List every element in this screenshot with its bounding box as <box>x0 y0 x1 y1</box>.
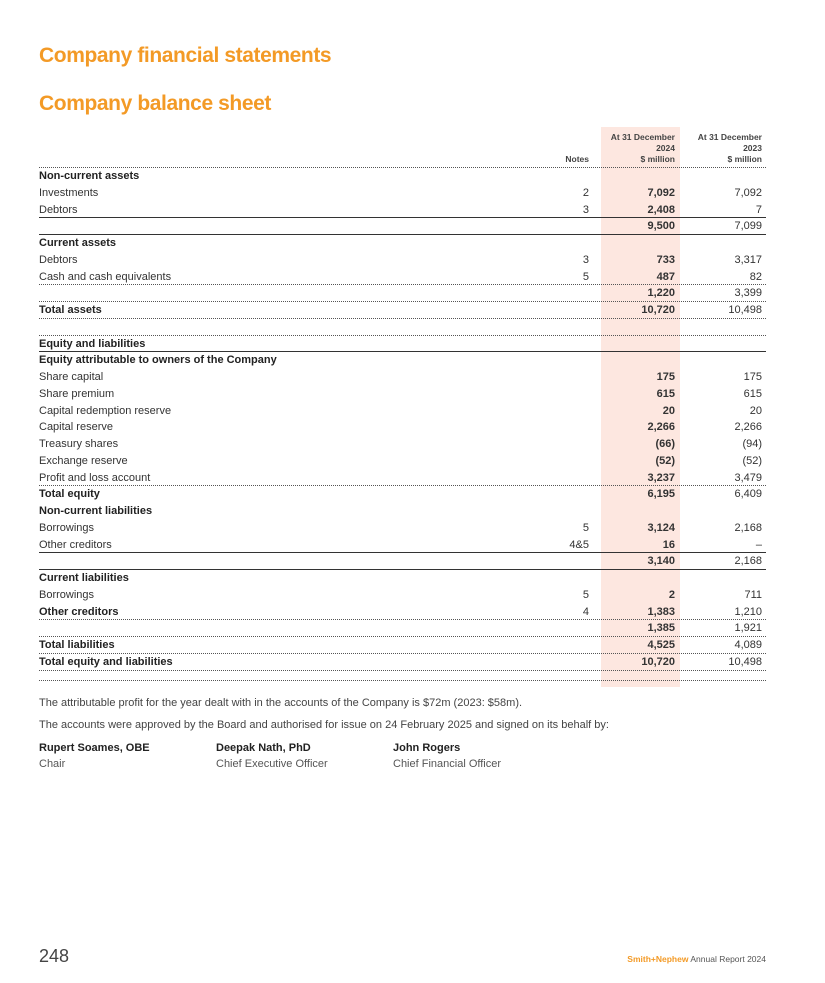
brand-name: Smith+Nephew <box>627 954 689 964</box>
balance-sheet-table <box>39 131 766 681</box>
signatory-role: Chief Executive Officer <box>216 758 328 770</box>
prior-year-header: At 31 December 2023 $ million <box>697 132 762 164</box>
signatory-role: Chief Financial Officer <box>393 758 502 770</box>
signatory-name: Deepak Nath, PhD <box>216 742 311 754</box>
table-row: Capital redemption reserve 20 20 <box>39 404 762 417</box>
report-name: Annual Report 2024 <box>690 954 766 964</box>
signatory-name: John Rogers <box>393 742 461 754</box>
signatory-name: Rupert Soames, OBE <box>39 742 150 754</box>
subtotal-row: 9,500 7,099 <box>39 218 766 235</box>
page-number: 248 <box>39 946 70 966</box>
section-title: Company balance sheet <box>39 92 272 115</box>
table-row: Debtors 3 733 3,317 <box>39 253 762 266</box>
table-end-rule <box>39 679 766 681</box>
page-title: Company financial statements <box>39 44 332 67</box>
current-year-header: At 31 December 2024 $ million <box>610 132 675 164</box>
signatory-role: Chair <box>39 758 66 770</box>
table-row: Current liabilities <box>39 572 129 584</box>
table-row: Debtors 3 2,408 7 <box>39 202 766 219</box>
table-row: Share premium 615 615 <box>39 387 762 400</box>
table-row: Profit and loss account 3,237 3,479 <box>39 470 766 487</box>
report-brand <box>627 954 766 964</box>
table-row: Non-current liabilities <box>39 505 153 517</box>
table-row: Other creditors 4 1,383 1,210 <box>39 604 766 621</box>
notes-header: Notes <box>565 154 589 164</box>
signatory <box>393 740 501 772</box>
profit-note: The attributable profit for the year dealt with in the accounts of the Company is $72m (2023: $58m). <box>39 697 523 709</box>
table-row: Equity and liabilities <box>39 336 766 353</box>
table-header <box>39 131 766 168</box>
table-row: Non-current assets <box>39 170 140 182</box>
table-row: Exchange reserve (52) (52) <box>39 454 762 467</box>
table-row: Borrowings 5 3,124 2,168 <box>39 521 762 534</box>
table-row: Cash and cash equivalents 5 487 82 <box>39 269 766 286</box>
table-row: Investments 2 7,092 7,092 <box>39 186 762 199</box>
subtotal-row: 1,220 3,399 <box>39 285 766 302</box>
table-row: Capital reserve 2,266 2,266 <box>39 421 762 434</box>
total-row: Total assets 10,720 10,498 <box>39 302 766 319</box>
table-row: Borrowings 5 2 711 <box>39 588 762 601</box>
total-row: Total equity 6,195 6,409 <box>39 488 762 501</box>
table-row: Current assets <box>39 237 117 249</box>
subtotal-row: 1,385 1,921 <box>39 620 766 637</box>
signatory <box>39 740 150 772</box>
total-row: Total liabilities 4,525 4,089 <box>39 637 766 654</box>
table-row: Treasury shares (66) (94) <box>39 438 762 450</box>
signatory <box>216 740 328 772</box>
grand-total-row: Total equity and liabilities 10,720 10,498 <box>39 654 766 671</box>
table-row: Equity attributable to owners of the Company <box>39 354 277 367</box>
table-row: Share capital 175 175 <box>39 371 762 383</box>
table-row: Other creditors 4&5 16 – <box>39 537 766 554</box>
subtotal-row: 3,140 2,168 <box>39 553 766 570</box>
approval-note: The accounts were approved by the Board and authorised for issue on 24 February 2025 and signed on its behalf by: <box>39 719 609 731</box>
spacer-row <box>39 319 766 336</box>
